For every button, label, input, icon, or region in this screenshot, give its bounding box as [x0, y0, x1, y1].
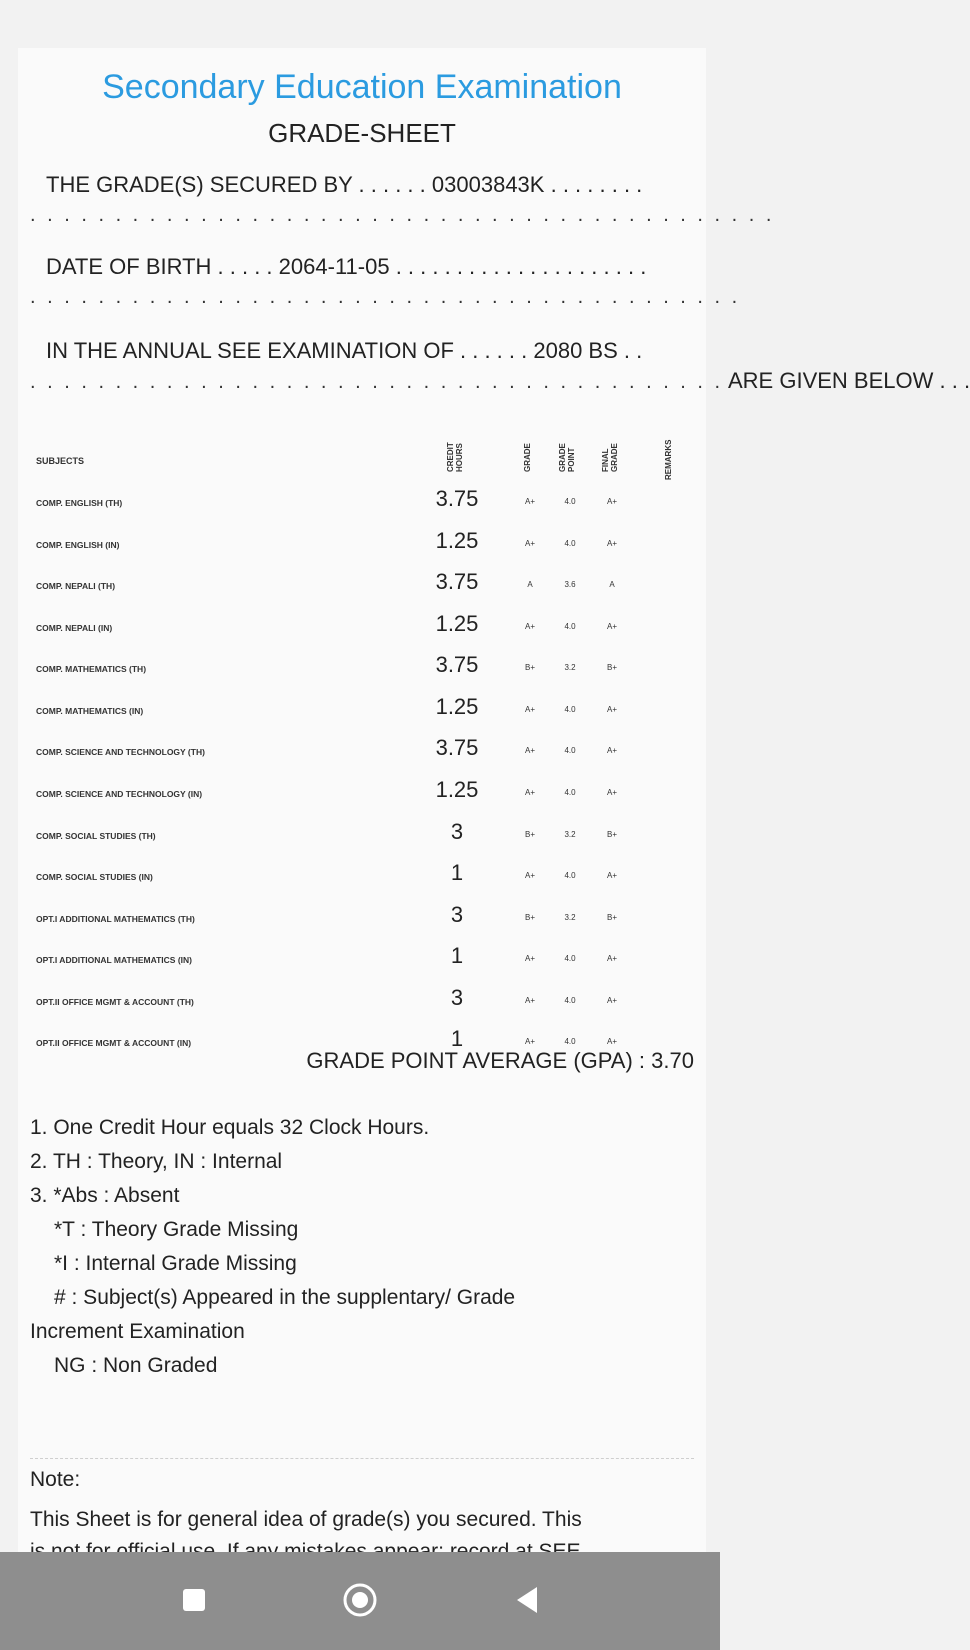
gpa-label: GRADE POINT AVERAGE (GPA) : — [306, 1048, 646, 1073]
divider — [30, 1458, 694, 1459]
grade: A+ — [524, 788, 535, 797]
note-text-line: This Sheet is for general idea of grade(s) you secured. This — [30, 1508, 582, 1531]
final-grade: A+ — [606, 705, 617, 714]
credit-hours: 3 — [450, 819, 464, 844]
gpa-value: 3.70 — [651, 1048, 694, 1073]
dotted-fill: . . . . . . . . . . . . . . . . . . . . . — [395, 254, 647, 279]
square-icon — [172, 1578, 216, 1622]
final-grade: B+ — [606, 913, 617, 922]
subject-name: COMP. NEPALI (IN) — [36, 623, 113, 633]
secured-by-line — [46, 172, 642, 198]
grade: A+ — [524, 539, 535, 548]
exam-label: IN THE ANNUAL SEE EXAMINATION OF . . . . . . — [46, 338, 528, 363]
subject-name: COMP. NEPALI (TH) — [36, 581, 116, 591]
exam-line — [46, 338, 642, 364]
dob-value: 2064-11-05 — [278, 254, 390, 279]
grade-header: GRADE — [523, 443, 532, 472]
credit-hours: 1 — [450, 1026, 464, 1051]
credit-hours-header: CREDIT HOURS — [446, 442, 464, 472]
grade-point: 3.6 — [564, 580, 576, 589]
grade-point: 4.0 — [564, 788, 576, 797]
grade-point: 3.2 — [564, 913, 576, 922]
dob-line — [46, 254, 646, 280]
footnote-item: 2. TH : Theory, IN : Internal — [30, 1150, 283, 1173]
subject-name: COMP. MATHEMATICS (IN) — [36, 706, 144, 716]
triangle-back-icon — [505, 1578, 549, 1622]
footnotes — [30, 1111, 690, 1383]
note-label: Note: — [30, 1468, 81, 1491]
footnote-item: 1. One Credit Hour equals 32 Clock Hours. — [30, 1116, 430, 1139]
footnote-item: # : Subject(s) Appeared in the supplentary/ Grade — [54, 1286, 516, 1309]
final-grade: B+ — [606, 663, 617, 672]
footnote-item: Increment Examination — [30, 1320, 245, 1343]
final-grade: A+ — [606, 746, 617, 755]
given-below-line — [30, 368, 970, 394]
dotted-fill: . . — [623, 338, 643, 363]
final-grade: A+ — [606, 497, 617, 506]
dob-label: DATE OF BIRTH . . . . . — [46, 254, 273, 279]
grade-point: 4.0 — [564, 705, 576, 714]
final-grade: B+ — [606, 830, 617, 839]
grade-point: 3.2 — [564, 663, 576, 672]
credit-hours: 1.25 — [435, 528, 479, 553]
grade-point: 4.0 — [564, 871, 576, 880]
grade: B+ — [524, 830, 535, 839]
final-grade: A+ — [606, 996, 617, 1005]
final-grade: A+ — [606, 622, 617, 631]
subject-name: COMP. ENGLISH (IN) — [36, 540, 120, 550]
subject-name: OPT.II OFFICE MGMT & ACCOUNT (TH) — [36, 997, 194, 1007]
grade-point: 3.2 — [564, 830, 576, 839]
home-button[interactable] — [338, 1578, 382, 1622]
final-grade: A+ — [606, 1037, 617, 1046]
subject-name: COMP. ENGLISH (TH) — [36, 498, 123, 508]
footnote-item: NG : Non Graded — [54, 1354, 218, 1377]
grade: B+ — [524, 663, 535, 672]
credit-hours: 3.75 — [435, 569, 479, 594]
table-row — [18, 943, 706, 973]
credit-hours: 3.75 — [435, 735, 479, 760]
grade: A+ — [524, 746, 535, 755]
subject-name: COMP. SCIENCE AND TECHNOLOGY (TH) — [36, 747, 205, 757]
table-row — [18, 569, 706, 599]
dotted-fill: . . . — [939, 368, 970, 393]
grade: A+ — [524, 1037, 535, 1046]
grade: A+ — [524, 705, 535, 714]
table-row — [18, 652, 706, 682]
table-row — [18, 486, 706, 516]
footnote-item: *T : Theory Grade Missing — [54, 1218, 299, 1241]
final-grade: A+ — [606, 539, 617, 548]
credit-hours: 1 — [450, 943, 464, 968]
final-grade-header: FINAL GRADE — [601, 443, 619, 472]
table-row — [18, 985, 706, 1015]
credit-hours: 3 — [450, 902, 464, 927]
dotted-fill: . . . . . . . . . . . . . . . . . . . . . . . . . . . . . . . . . . . . . . . . . — [30, 371, 724, 393]
credit-hours: 3.75 — [435, 486, 479, 511]
grade: A+ — [524, 497, 535, 506]
grade-point-header: GRADE POINT — [558, 443, 576, 472]
exam-year: 2080 BS — [533, 338, 618, 363]
subject-name: COMP. SCIENCE AND TECHNOLOGY (IN) — [36, 789, 203, 799]
given-below-text: ARE GIVEN BELOW — [728, 368, 934, 393]
final-grade: A — [609, 580, 615, 589]
dotted-line: . . . . . . . . . . . . . . . . . . . . . . . . . . . . . . . . . . . . . . . . . . — [30, 286, 741, 308]
table-row — [18, 735, 706, 765]
grade-sheet-heading: GRADE-SHEET — [268, 118, 456, 148]
dotted-line: . . . . . . . . . . . . . . . . . . . . . . . . . . . . . . . . . . . . . . . . . . . . — [30, 204, 775, 226]
grade: A+ — [524, 871, 535, 880]
grade-point: 4.0 — [564, 622, 576, 631]
grade: A — [527, 580, 533, 589]
grade-sheet-card — [18, 48, 970, 1558]
grade: B+ — [524, 913, 535, 922]
back-button[interactable] — [505, 1578, 549, 1622]
grade: A+ — [524, 622, 535, 631]
grade-point: 4.0 — [564, 1037, 576, 1046]
table-row — [18, 860, 706, 890]
gpa-line — [306, 1048, 694, 1074]
remarks-header: REMARKS — [664, 439, 673, 480]
subjects-header: SUBJECTS — [36, 456, 85, 466]
footnote-item: *I : Internal Grade Missing — [54, 1252, 297, 1275]
subject-name: COMP. MATHEMATICS (TH) — [36, 664, 147, 674]
table-row — [18, 528, 706, 558]
grade-point: 4.0 — [564, 539, 576, 548]
credit-hours: 1.25 — [435, 611, 479, 636]
subject-name: OPT.I ADDITIONAL MATHEMATICS (TH) — [36, 914, 195, 924]
table-row — [18, 611, 706, 641]
symbol-number: 03003843K — [431, 172, 545, 197]
credit-hours: 1.25 — [435, 777, 479, 802]
grade-point: 4.0 — [564, 746, 576, 755]
recents-button[interactable] — [172, 1578, 216, 1622]
grade-point: 4.0 — [564, 497, 576, 506]
table-row — [18, 694, 706, 724]
credit-hours: 1.25 — [435, 694, 479, 719]
dotted-fill: . . . . . . . . — [550, 172, 643, 197]
footnote-item: 3. *Abs : Absent — [30, 1184, 180, 1207]
circle-home-icon — [338, 1578, 382, 1622]
table-row — [18, 902, 706, 932]
grade: A+ — [524, 996, 535, 1005]
grade-point: 4.0 — [564, 996, 576, 1005]
credit-hours: 3.75 — [435, 652, 479, 677]
subject-name: COMP. SOCIAL STUDIES (IN) — [36, 872, 153, 882]
final-grade: A+ — [606, 954, 617, 963]
grade: A+ — [524, 954, 535, 963]
navigation-bar — [0, 1552, 720, 1650]
table-row — [18, 777, 706, 807]
final-grade: A+ — [606, 871, 617, 880]
subject-name: OPT.I ADDITIONAL MATHEMATICS (IN) — [36, 955, 192, 965]
subject-name: COMP. SOCIAL STUDIES (TH) — [36, 831, 156, 841]
grade-point: 4.0 — [564, 954, 576, 963]
secured-by-label: THE GRADE(S) SECURED BY . . . . . . — [46, 172, 426, 197]
credit-hours: 1 — [450, 860, 464, 885]
final-grade: A+ — [606, 788, 617, 797]
credit-hours: 3 — [450, 985, 464, 1010]
exam-title: Secondary Education Examination — [102, 68, 622, 106]
subject-name: OPT.II OFFICE MGMT & ACCOUNT (IN) — [36, 1038, 192, 1048]
table-row — [18, 819, 706, 849]
